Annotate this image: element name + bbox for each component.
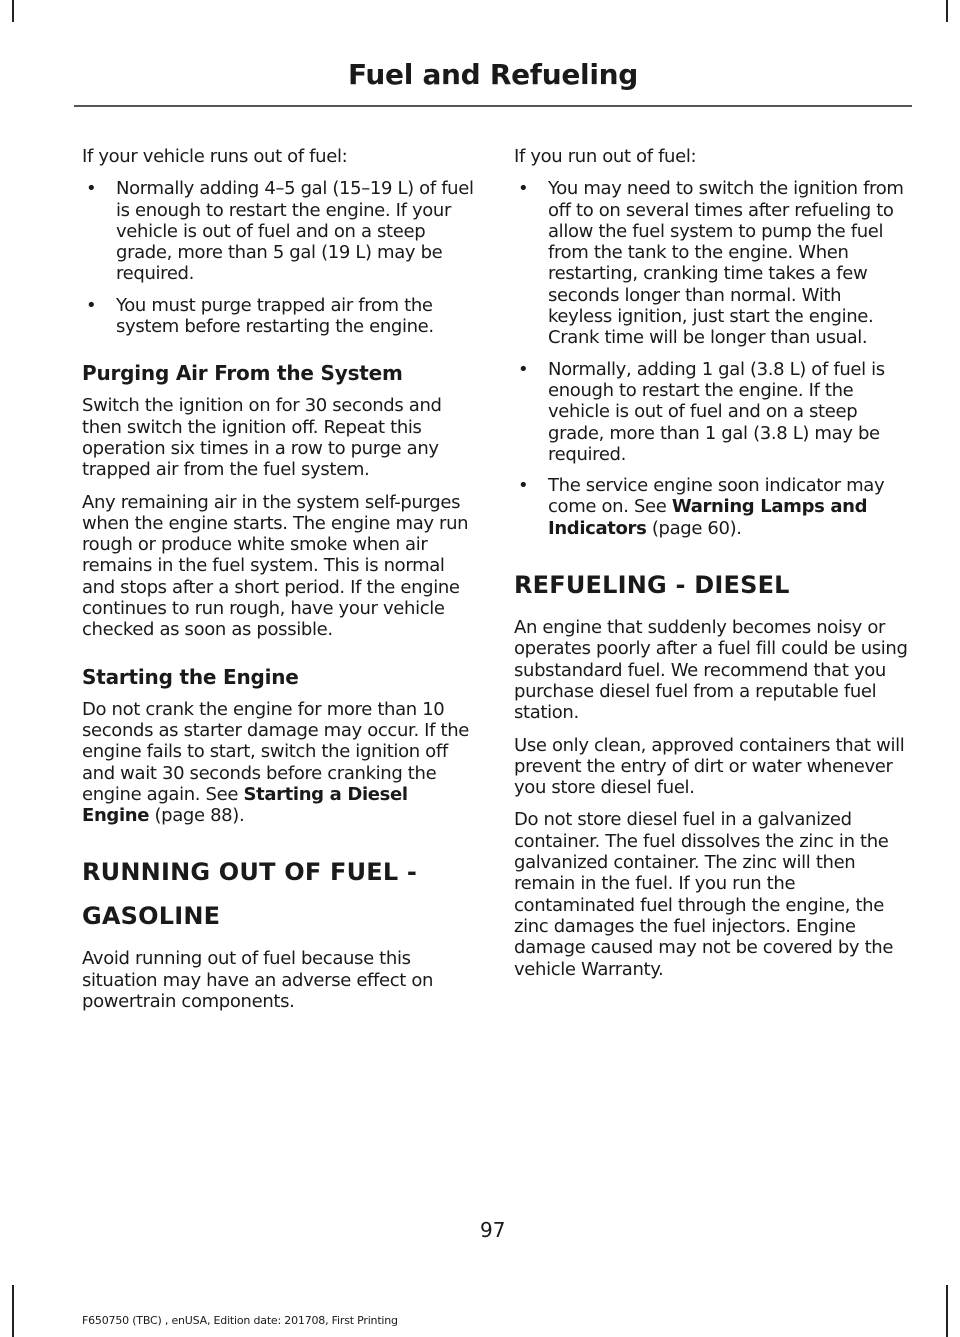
bullet-glyph: • xyxy=(518,178,529,200)
diesel-paragraph-3: Do not store diesel fuel in a galvanized container. The fuel dissolves the zinc in the galvanized container. The zinc will then remain in the fuel. If you run the contaminated fuel through the engine, the zinc damages the fuel injectors. Engine damage caused may not be covered by the vehicle Warranty. xyxy=(514,809,894,980)
diesel-paragraph-1: An engine that suddenly becomes noisy or operates poorly after a fuel fill could be using substandard fuel. We recommend that you purchase diesel fuel from a reputable fuel station. xyxy=(514,617,908,724)
run-out-intro: If you run out of fuel: xyxy=(514,146,697,167)
purging-heading: Purging Air From the System xyxy=(82,361,403,386)
bullet-glyph: • xyxy=(86,178,97,200)
right-column xyxy=(514,146,908,991)
xref-warning-lamps[interactable]: Warning Lamps and Indicators xyxy=(548,496,868,539)
crop-mark-top-right xyxy=(946,0,948,22)
list-item: • The service engine soon indicator may come on. See Warning Lamps and Indicators (page 60). xyxy=(518,475,885,539)
list-item: • Normally adding 4–5 gal (15–19 L) of fuel is enough to restart the engine. If your vehicle is out of fuel and on a steep grade, more than 5 gal (19 L) may be required. xyxy=(86,178,474,285)
crop-mark-bottom-left xyxy=(12,1285,14,1337)
page-number: 97 xyxy=(480,1218,506,1242)
runs-out-intro: If your vehicle runs out of fuel: xyxy=(82,146,348,167)
starting-heading: Starting the Engine xyxy=(82,664,299,689)
bullet-glyph: • xyxy=(518,475,529,497)
list-item: • You may need to switch the ignition from off to on several times after refueling to allow the fuel system to pump the fuel from the tank to the engine. When restarting, cranking time takes a few seconds longer than normal. With keyless ignition, just start the engine. Crank time will be longer than usual. xyxy=(518,178,904,349)
footer-edition: F650750 (TBC) , enUSA, Edition date: 201708, First Printing xyxy=(82,1314,398,1327)
purging-paragraph-2: Any remaining air in the system self-purges when the engine starts. The engine may run rough or produce white smoke when air remains in the fuel system. This is normal and stops after a short period. If the engine continues to run rough, have your vehicle checked as soon as possible. xyxy=(82,491,469,641)
header-rule xyxy=(74,105,912,107)
gasoline-heading: RUNNING OUT OF FUEL - GASOLINE xyxy=(82,858,418,931)
runs-out-list xyxy=(82,178,476,337)
run-out-list xyxy=(514,178,908,539)
page-header-title: Fuel and Refueling xyxy=(347,58,638,91)
crop-mark-bottom-right xyxy=(946,1285,948,1337)
starting-paragraph: Do not crank the engine for more than 10 seconds as starter damage may occur. If the engine fails to start, switch the ignition off and wait 30 seconds before cranking the engine again. See Starting a Diesel Engine (page 88). xyxy=(82,698,469,827)
left-column xyxy=(82,146,476,1023)
bullet-glyph: • xyxy=(86,294,97,316)
list-item: • You must purge trapped air from the system before restarting the engine. xyxy=(86,294,434,338)
bullet-glyph: • xyxy=(518,358,529,380)
gasoline-paragraph: Avoid running out of fuel because this situation may have an adverse effect on powertrain components. xyxy=(82,948,434,1013)
crop-mark-top-left xyxy=(12,0,14,22)
diesel-paragraph-2: Use only clean, approved containers that will prevent the entry of dirt or water whenever you store diesel fuel. xyxy=(514,734,905,799)
xref-starting-diesel-engine[interactable]: Starting a Diesel Engine xyxy=(82,783,408,827)
list-item: • Normally, adding 1 gal (3.8 L) of fuel is enough to restart the engine. If the vehicle is out of fuel and on a steep grade, more than 1 gal (3.8 L) may be required. xyxy=(518,358,885,465)
purging-paragraph-1: Switch the ignition on for 30 seconds and then switch the ignition off. Repeat this operation six times in a row to purge any trapped air from the fuel system. xyxy=(82,395,442,481)
diesel-heading: REFUELING - DIESEL xyxy=(514,571,790,600)
